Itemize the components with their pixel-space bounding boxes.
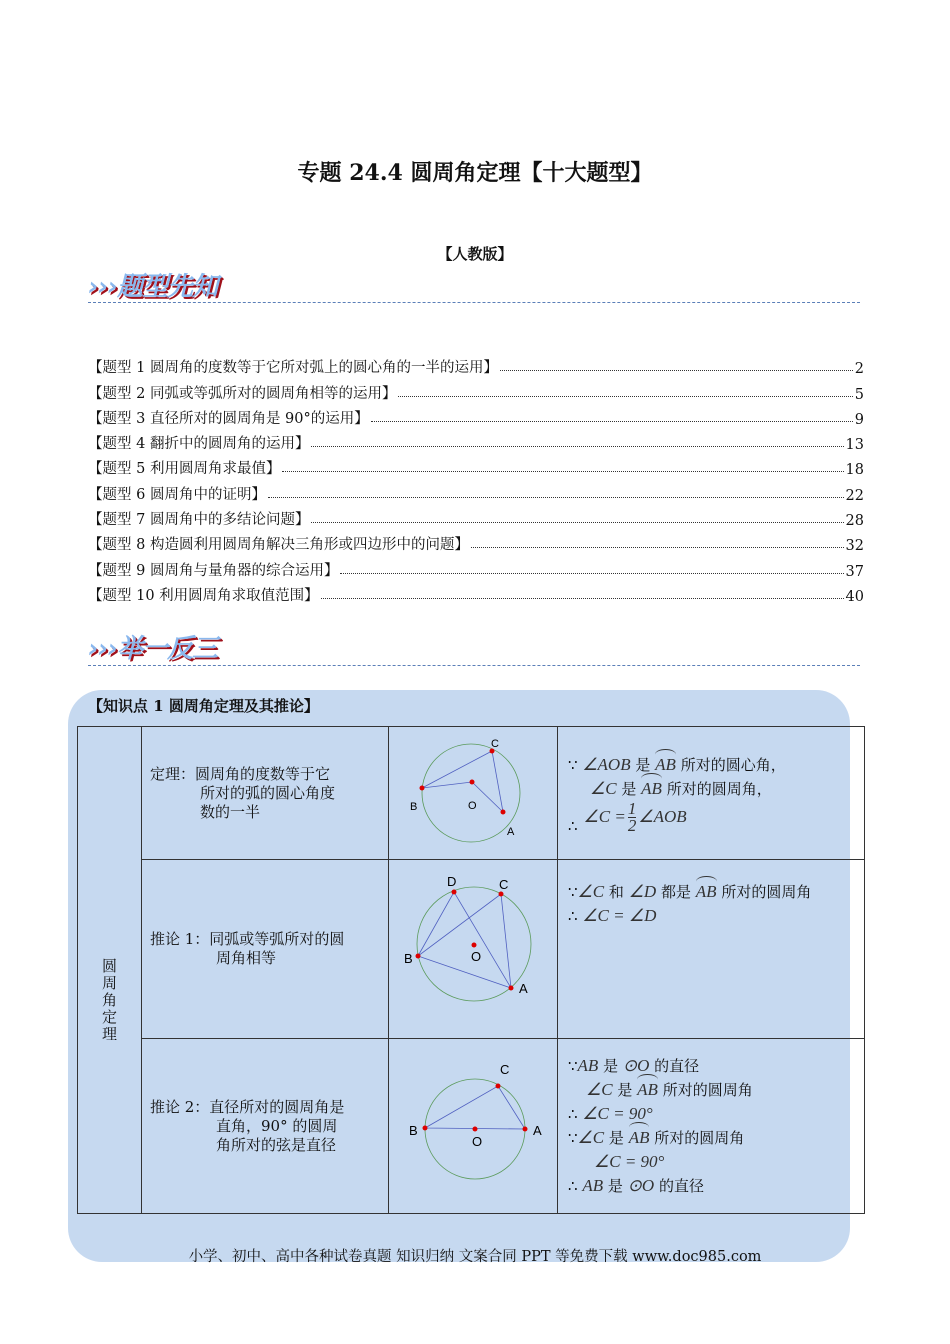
toc-entry-label: 【题型 3 直径所对的圆周角是 90°的运用】 — [88, 410, 369, 427]
toc-entry-label: 【题型 2 同弧或等弧所对的圆周角相等的运用】 — [88, 385, 397, 402]
section-banner-question-types: ›››题型先知 — [88, 272, 218, 302]
svg-text:D: D — [447, 874, 457, 889]
svg-text:B: B — [404, 951, 413, 966]
svg-text:A: A — [533, 1123, 542, 1138]
toc-page-number: 5 — [854, 386, 864, 403]
toc-entry[interactable] — [88, 580, 864, 605]
toc-page-number: 37 — [845, 563, 864, 580]
toc-entry-label: 【题型 9 圆周角与量角器的综合运用】 — [88, 562, 339, 579]
toc-leader — [311, 522, 843, 523]
circle-diagram — [389, 860, 557, 1034]
toc-entry-label: 【题型 4 翻折中的圆周角的运用】 — [88, 436, 310, 453]
divider — [88, 665, 860, 666]
page-title: 专题 24.4 圆周角定理【十大题型】 — [297, 160, 653, 186]
toc-entry[interactable] — [88, 554, 864, 579]
toc-page-number: 28 — [845, 513, 864, 530]
corollary-2-proof: ∵AB 是 ⊙O 的直径 ∠C 是 AB 所对的圆周角 ∴ ∠C = 90° ∵∠C 是 AB 所对的圆周角 ∠C = 90° ∴ AB 是 ⊙O 的直径 — [558, 1039, 865, 1214]
svg-text:C: C — [500, 1062, 510, 1077]
edition-label: 【人教版】 — [437, 245, 513, 263]
toc-entry-label: 【题型 6 圆周角中的证明】 — [88, 486, 266, 503]
toc-entry[interactable] — [88, 403, 864, 428]
toc-entry-label: 【题型 7 圆周角中的多结论问题】 — [88, 512, 310, 529]
toc-page-number: 22 — [845, 487, 864, 504]
toc-leader — [282, 471, 843, 472]
toc-entry[interactable] — [88, 377, 864, 402]
toc-entry[interactable] — [88, 504, 864, 529]
knowledge-point-title: 【知识点 1 圆周角定理及其推论】 — [88, 697, 319, 715]
circle-diagram — [389, 727, 557, 855]
corollary-1-proof: ∵∠C 和 ∠D 都是 AB 所对的圆周角 ∴ ∠C = ∠D — [558, 860, 865, 1039]
toc-entry-label: 【题型 10 利用圆周角求取值范围】 — [88, 587, 319, 604]
toc-entry[interactable] — [88, 478, 864, 503]
toc-entry[interactable] — [88, 453, 864, 478]
toc-page-number: 32 — [845, 538, 864, 555]
toc-entry-label: 【题型 1 圆周角的度数等于它所对弧上的圆心角的一半的运用】 — [88, 360, 498, 377]
divider — [88, 302, 860, 303]
corollary-2-diagram — [389, 1039, 558, 1214]
toc-page-number: 2 — [854, 361, 864, 378]
toc-entry[interactable] — [88, 529, 864, 554]
toc-leader — [471, 547, 844, 548]
svg-text:O: O — [471, 949, 482, 964]
toc-leader — [371, 421, 853, 422]
svg-text:O: O — [472, 1134, 483, 1149]
circle-diagram — [389, 1039, 557, 1209]
svg-text:B: B — [410, 801, 418, 813]
toc-leader — [311, 446, 843, 447]
toc-page-number: 9 — [854, 411, 864, 428]
svg-text:C: C — [499, 877, 509, 892]
toc-entry[interactable] — [88, 352, 864, 377]
theorem-diagram — [389, 727, 558, 860]
svg-text:A: A — [519, 981, 528, 996]
theorem-table — [77, 726, 865, 1214]
toc-leader — [268, 497, 844, 498]
toc-entry-label: 【题型 8 构造圆利用圆周角解决三角形或四边形中的问题】 — [88, 537, 469, 554]
svg-text:A: A — [507, 826, 515, 838]
svg-text:O: O — [468, 800, 477, 812]
table-of-contents — [88, 352, 864, 605]
toc-leader — [321, 598, 844, 599]
corollary-2-description: 推论 2：直径所对的圆周角是 直角，90° 的圆周 角所对的弦是直径 — [142, 1039, 389, 1214]
toc-leader — [398, 396, 852, 397]
toc-leader — [340, 573, 843, 574]
corollary-1-description: 推论 1：同弧或等弧所对的圆 周角相等 — [142, 860, 389, 1039]
footer-text: 小学、初中、高中各种试卷真题 知识归纳 文案合同 PPT 等免费下载 www.doc985.com — [188, 1249, 762, 1265]
svg-text:B: B — [409, 1123, 418, 1138]
toc-entry-label: 【题型 5 利用圆周角求最值】 — [88, 461, 281, 478]
row-header: 圆周角定理 — [78, 727, 142, 1214]
toc-leader — [500, 370, 853, 371]
toc-page-number: 13 — [845, 437, 864, 454]
toc-entry[interactable] — [88, 428, 864, 453]
toc-page-number: 40 — [845, 588, 864, 605]
toc-page-number: 18 — [845, 462, 864, 479]
section-banner-examples: ›››举一反三 — [88, 634, 218, 664]
svg-text:C: C — [491, 738, 499, 750]
theorem-proof: ∵ ∠AOB 是 AB 所对的圆心角， ∠C 是 AB 所对的圆周角， ∴ ∠C = $\frac{1}{2}$ ∠AOB — [558, 727, 865, 860]
corollary-1-diagram — [389, 860, 558, 1039]
theorem-description: 定理：圆周角的度数等于它 所对的弧的圆心角度 数的一半 — [142, 727, 389, 860]
